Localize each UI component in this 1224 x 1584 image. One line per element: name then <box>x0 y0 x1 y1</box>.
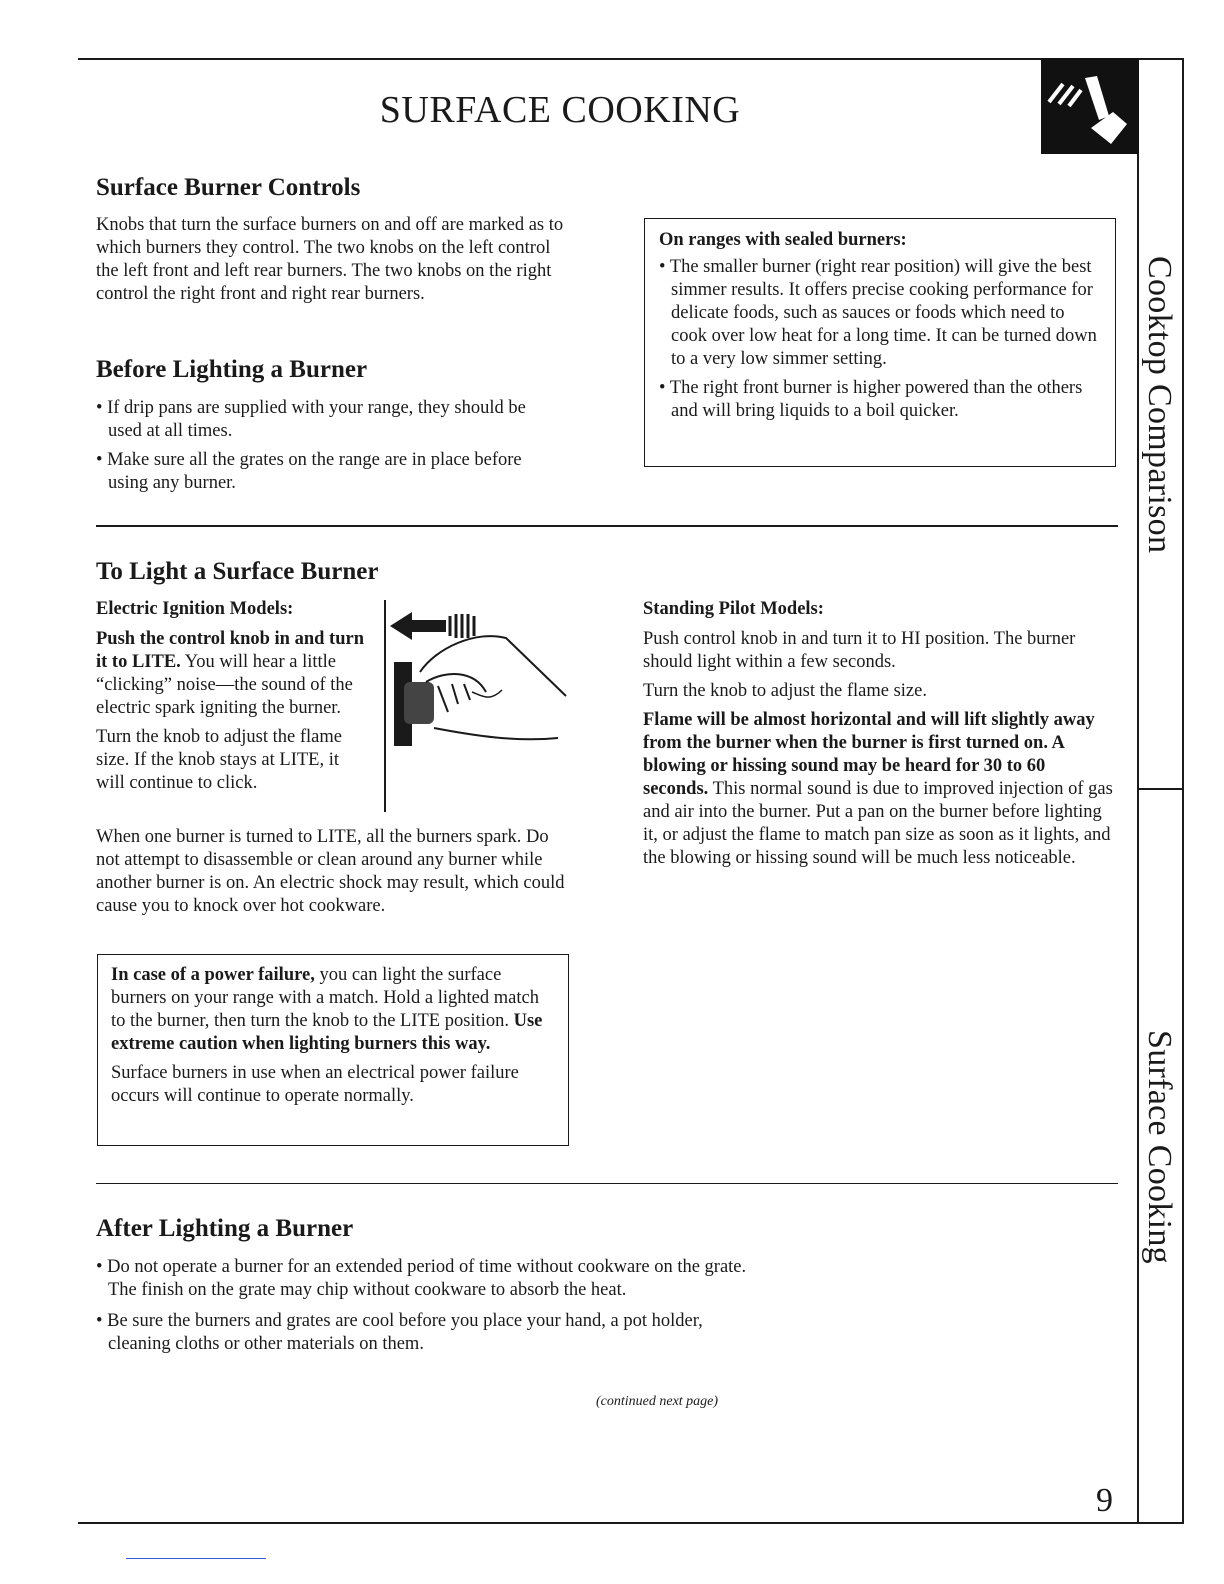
sidebar-right-rule <box>1182 58 1184 1524</box>
burner-controls-text: Knobs that turn the surface burners on and off are marked as to which burners they control. The two knobs on the left control the left front and left rear burners. The two knobs on the right control the right front and right rear burners. <box>96 215 564 304</box>
footer-link-line <box>126 1558 266 1559</box>
power-p1-mid: you can light the surface burners on your range with a match. Hold a lighted match to the burner, then turn the knob to the LITE position. <box>111 965 539 1031</box>
electric-p1-bold: Push the control knob in and turn it to LITE. <box>96 629 364 672</box>
section-rule-1 <box>96 525 1118 527</box>
electric-ignition-subheading: Electric Ignition Models: <box>96 599 294 619</box>
continued-note: (continued next page) <box>596 1394 719 1409</box>
burner-controls-heading: Surface Burner Controls <box>96 174 361 201</box>
before-bullet-1: • If drip pans are supplied with your range, they should be used at all times. <box>96 398 526 441</box>
sealed-bullet-2: • The right front burner is higher powered than the others and will bring liquids to a boil quicker. <box>659 378 1083 421</box>
sidebar-left-rule <box>1137 58 1139 1524</box>
to-light-heading: To Light a Surface Burner <box>96 558 379 585</box>
pilot-p2: Turn the knob to adjust the flame size. <box>643 681 927 701</box>
electric-ignition-text <box>96 628 372 795</box>
standing-pilot-text <box>643 628 1113 870</box>
before-lighting-list <box>96 397 546 495</box>
power-p1-bold2: Use extreme caution when lighting burners this way. <box>111 1011 543 1054</box>
pilot-p3-bold: Flame will be almost horizontal and will lift slightly away from the burner when the burner is first turned on. A blowing or hissing sound may be heard for 30 to 60 seconds. <box>643 710 1095 799</box>
sealed-burners-box <box>644 218 1116 467</box>
bottom-rule <box>78 1522 1184 1524</box>
knob-illustration <box>386 600 576 760</box>
electric-p1-rest: You will hear a little “clicking” noise—the sound of the electric spark igniting the burner. <box>96 652 353 718</box>
pilot-p3 <box>643 709 1113 870</box>
page-title: SURFACE COOKING <box>379 89 741 131</box>
power-p1 <box>111 964 556 1056</box>
after-lighting-heading: After Lighting a Burner <box>96 1215 354 1242</box>
sidebar-tab-surface-cooking[interactable]: Surface Cooking <box>1141 1030 1178 1264</box>
push-knob-illustration-icon <box>386 600 576 760</box>
pilot-p3-rest: This normal sound is due to improved injection of gas and air into the burner. Put a pan on the burner before lighting it, or adjust the flame to match pan size as soon as it lights, and the blowing or hissing sound will be much less noticeable. <box>643 779 1113 868</box>
electric-p1 <box>96 628 372 720</box>
standing-pilot-subheading: Standing Pilot Models: <box>643 599 824 619</box>
power-failure-box <box>97 954 569 1146</box>
after-bullet-2: • Be sure the burners and grates are cool before you place your hand, a pot holder, cleaning cloths or other materials on them. <box>96 1311 703 1354</box>
before-lighting-heading: Before Lighting a Burner <box>96 356 368 383</box>
sealed-burners-heading: On ranges with sealed burners: <box>659 230 907 250</box>
electric-p3: When one burner is turned to LITE, all the burners spark. Do not attempt to disassemble or clean around any burner while another burner is on. An electric shock may result, which could cause you to knock over hot cookware. <box>96 827 565 916</box>
sidebar-tab-cooktop-comparison[interactable]: Cooktop Comparison <box>1141 256 1178 554</box>
before-bullet-2: • Make sure all the grates on the range are in place before using any burner. <box>96 450 522 493</box>
electric-p2: Turn the knob to adjust the flame size. If the knob stays at LITE, it will continue to click. <box>96 727 342 793</box>
sidebar-tab-divider <box>1137 788 1184 790</box>
top-rule <box>78 58 1184 60</box>
after-bullet-1: • Do not operate a burner for an extended period of time without cookware on the grate. The finish on the grate may chip without cookware to absorb the heat. <box>96 1257 747 1300</box>
section-rule-2 <box>96 1183 1118 1184</box>
power-p2: Surface burners in use when an electrical power failure occurs will continue to operate normally. <box>111 1063 519 1106</box>
power-p1-bold: In case of a power failure, <box>111 965 315 985</box>
sealed-bullet-1: • The smaller burner (right rear position) will give the best simmer results. It offers precise cooking performance for delicate foods, such as sauces or foods which need to cook over low heat for a long time. It can be turned down to a very low simmer setting. <box>659 257 1097 369</box>
pilot-p1: Push control knob in and turn it to HI position. The burner should light within a few seconds. <box>643 629 1076 672</box>
after-lighting-list <box>96 1256 752 1356</box>
page-number: 9 <box>1096 1482 1113 1519</box>
